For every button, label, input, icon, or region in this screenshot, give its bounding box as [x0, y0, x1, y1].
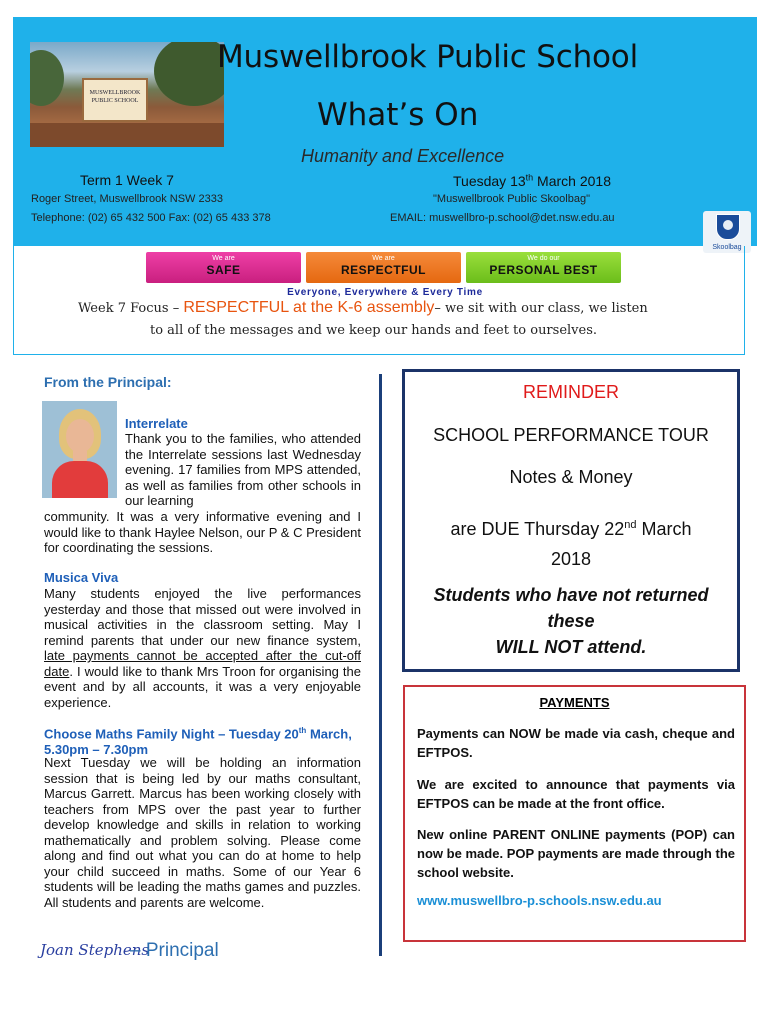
principal-heading: From the Principal:	[44, 374, 172, 390]
photo-tree-right	[154, 42, 224, 106]
school-name-title: Muswellbrook Public School	[217, 39, 638, 75]
school-sign-text: MUSWELLBROOK PUBLIC SCHOOL	[89, 90, 141, 104]
value-pill-respectful-small: We are	[372, 255, 395, 262]
photo-wall	[30, 123, 224, 147]
payments-text-2: We are excited to announce that payments via EFTPOS can be made at the front office.	[417, 777, 735, 811]
principal-signature: Joan Stephens	[40, 941, 150, 959]
week-focus-prefix: Week 7 Focus –	[78, 301, 184, 316]
value-pill-personal-best	[466, 252, 621, 283]
photo-tree-left	[30, 50, 64, 106]
interrelate-text-2: community. It was a very informative evening and I would like to thank Haylee Nelson, our P & C President for coordinating the sessions.	[44, 509, 361, 555]
reminder-due-b: March	[636, 519, 692, 539]
issue-date	[453, 172, 611, 189]
reminder-box	[402, 369, 740, 672]
value-pill-personal-best-label: PERSONAL BEST	[489, 263, 598, 277]
school-website-link[interactable]: www.muswellbro-p.schools.nsw.edu.au	[417, 893, 662, 908]
term-week: Term 1 Week 7	[80, 172, 174, 188]
reminder-warning-3: WILL NOT attend.	[495, 637, 647, 657]
reminder-due-sup: nd	[624, 519, 637, 531]
value-pill-respectful	[306, 252, 461, 283]
payments-box	[403, 685, 746, 942]
interrelate-text-1: Thank you to the families, who attended the Interrelate sessions last Wednesday evening. 17 families from MPS attended, as well as families from other schools in our learning	[125, 431, 361, 508]
reminder-due-a: are DUE Thursday 22	[450, 519, 625, 539]
photo-face	[66, 419, 94, 453]
value-pill-safe-small: We are	[212, 255, 235, 262]
reminder-notes: Notes & Money	[509, 467, 633, 487]
week-focus-line1	[78, 299, 648, 317]
school-email[interactable]: EMAIL: muswellbro-p.school@det.nsw.edu.au	[390, 212, 615, 224]
musica-viva-text-underline: late payments cannot be accepted after the cut-off date	[44, 648, 361, 679]
reminder-title: REMINDER	[522, 382, 619, 402]
maths-night-heading	[44, 723, 361, 757]
musica-viva-text	[44, 586, 361, 710]
column-divider	[379, 374, 382, 956]
photo-body	[52, 461, 108, 498]
principal-photo	[42, 401, 117, 498]
reminder-due-year: 2018	[550, 549, 592, 569]
musica-viva-text-a: Many students enjoyed the live performances yesterday and those that missed out were involved in musical activities in the classroom setting. May I remind parents that under our new finance system,	[44, 586, 361, 648]
week-focus-highlight: RESPECTFUL at the K-6 assembly	[183, 299, 435, 316]
school-crest-icon	[716, 214, 740, 240]
value-pill-personal-best-small: We do our	[527, 255, 560, 262]
payments-text-3: New online PARENT ONLINE payments (POP) can now be made. POP payments are made through the school website.	[417, 827, 735, 880]
newsletter-title: What’s On	[317, 97, 479, 133]
reminder-warning	[405, 582, 737, 660]
maths-night-heading-sup: th	[298, 726, 307, 735]
values-motto: Everyone, Everywhere & Every Time	[287, 287, 483, 298]
maths-night-heading-a: Choose Maths Family Night – Tuesday 20	[44, 726, 299, 742]
maths-night-text: Next Tuesday we will be holding an information session that is being led by our maths consultant, Marcus Garrett. Marcus has been working closely with teachers from MPS over the past year to further develop knowledge and skills in relation to working mathematically and problem solving. Please come along and find out what you can do at home to help your child succeed in maths. Some of our Year 6 students will be leading the maths games and puzzles. All students and parents are welcome.	[44, 755, 361, 910]
payments-text-1: Payments can NOW be made via cash, cheque and EFTPOS.	[417, 726, 735, 760]
week-focus-line2: to all of the messages and we keep our hands and feet to ourselves.	[150, 323, 598, 338]
issue-date-text: Tuesday 13th March 2018	[453, 172, 611, 189]
reminder-tour: SCHOOL PERFORMANCE TOUR	[433, 425, 709, 445]
reminder-warning-2: these	[547, 611, 595, 631]
reminder-due	[405, 510, 737, 574]
value-pill-safe	[146, 252, 301, 283]
school-tagline: Humanity and Excellence	[301, 146, 505, 166]
payments-title: PAYMENTS	[539, 695, 610, 710]
interrelate-heading: Interrelate	[125, 416, 188, 431]
value-pill-safe-label: SAFE	[206, 263, 241, 277]
skoolbag-logo-label: Skoolbag	[712, 244, 742, 251]
musica-viva-heading: Musica Viva	[44, 570, 119, 585]
musica-viva-text-b: . I would like to thank Mrs Troon for organising the event and by all accounts, it was a very enjoyable experience.	[44, 663, 361, 710]
school-phone: Telephone: (02) 65 432 500 Fax: (02) 65 433 378	[31, 212, 271, 224]
value-pill-respectful-label: RESPECTFUL	[340, 263, 426, 277]
skoolbag-name: "Muswellbrook Public Skoolbag"	[433, 193, 590, 205]
school-address: Roger Street, Muswellbrook NSW 2333	[31, 193, 223, 205]
week-focus-suffix: – we sit with our class, we listen	[434, 301, 648, 316]
school-photo	[30, 42, 224, 147]
school-sign	[82, 78, 148, 122]
principal-signoff: – Principal	[130, 940, 219, 961]
maths-night-heading-b: March, 5.30pm – 7.30pm	[44, 726, 352, 757]
reminder-warning-1: Students who have not returned	[433, 585, 709, 605]
